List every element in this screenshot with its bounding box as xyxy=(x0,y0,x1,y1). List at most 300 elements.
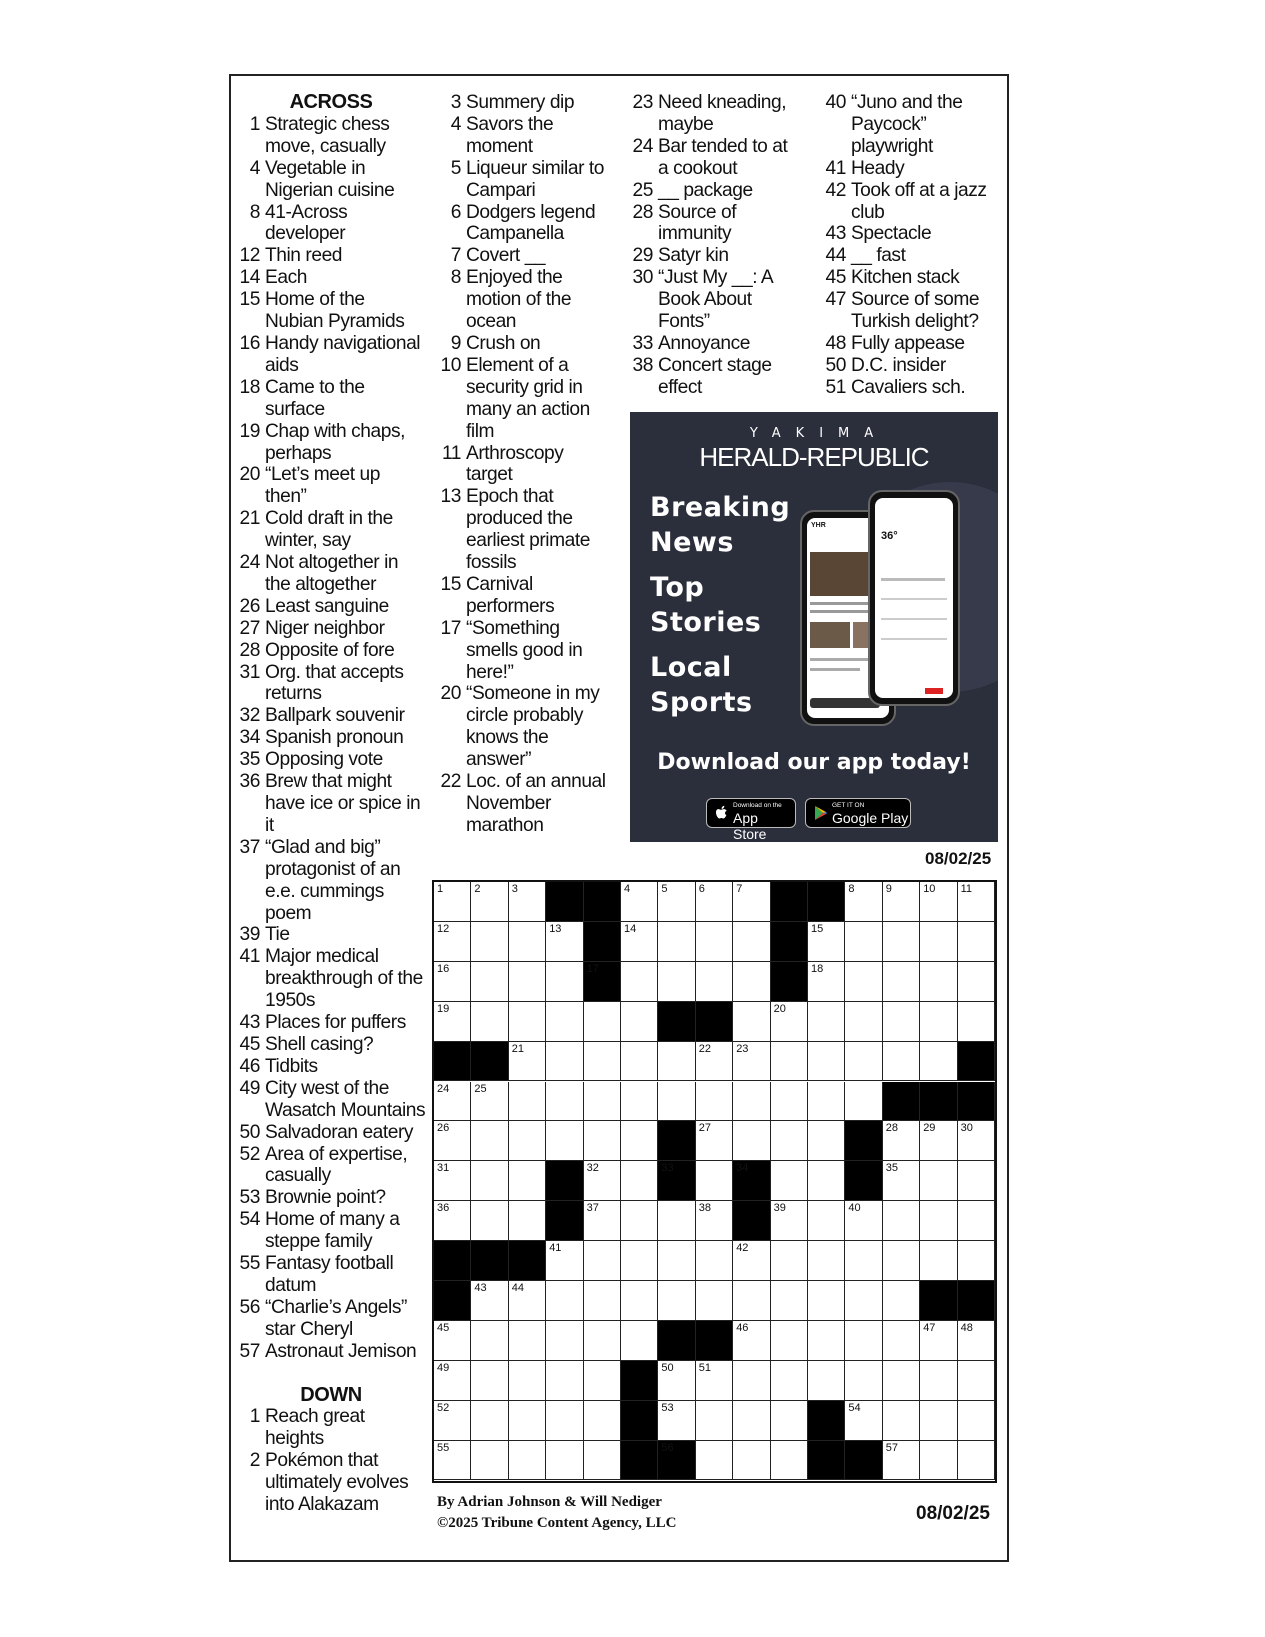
grid-cell[interactable] xyxy=(845,1082,882,1122)
clue-number: 3 xyxy=(450,92,461,113)
grid-cell[interactable] xyxy=(658,1201,695,1241)
cell-number: 39 xyxy=(773,1202,786,1215)
grid-cell[interactable] xyxy=(434,1361,471,1401)
grid-cell[interactable] xyxy=(696,962,733,1002)
grid-cell[interactable] xyxy=(509,1441,546,1481)
grid-cell[interactable] xyxy=(958,882,995,922)
clue-text: “Juno and the Paycock” playwright xyxy=(851,92,963,157)
grid-cell[interactable] xyxy=(958,1201,995,1241)
black-square xyxy=(920,1281,957,1321)
grid-cell[interactable] xyxy=(845,1201,882,1241)
copyright: ©2025 Tribune Content Agency, LLC xyxy=(437,1515,677,1531)
grid-cell[interactable] xyxy=(546,1241,583,1281)
grid-cell[interactable] xyxy=(808,1121,845,1161)
grid-cell[interactable] xyxy=(509,1002,546,1042)
clue-number: 45 xyxy=(239,1033,260,1055)
black-square xyxy=(658,1441,695,1481)
grid-cell[interactable] xyxy=(584,1241,621,1281)
clue-text: __ package xyxy=(658,179,753,201)
clue-number: 22 xyxy=(440,771,461,793)
black-square xyxy=(584,962,621,1002)
grid-cell[interactable] xyxy=(771,1002,808,1042)
grid-cell[interactable] xyxy=(434,1401,471,1441)
grid-cell[interactable] xyxy=(845,1401,882,1441)
grid-cell[interactable] xyxy=(621,1002,658,1042)
grid-cell[interactable] xyxy=(958,1241,995,1281)
clue-number: 8 xyxy=(450,267,461,289)
grid-cell[interactable] xyxy=(920,1241,957,1281)
grid-cell[interactable] xyxy=(733,962,770,1002)
clue-item xyxy=(430,486,610,574)
crossword-grid[interactable] xyxy=(432,880,997,1483)
grid-cell[interactable] xyxy=(958,962,995,1002)
grid-cell[interactable] xyxy=(621,1161,658,1201)
grid-cell[interactable] xyxy=(434,962,471,1002)
clue-number: 13 xyxy=(440,486,461,508)
clue-item xyxy=(236,333,426,377)
grid-cell[interactable] xyxy=(733,1042,770,1082)
grid-cell[interactable] xyxy=(696,1441,733,1481)
grid-cell[interactable] xyxy=(471,922,508,962)
grid-cell[interactable] xyxy=(883,1401,920,1441)
grid-cell[interactable] xyxy=(621,1121,658,1161)
clue-item xyxy=(236,749,426,771)
grid-cell[interactable] xyxy=(771,1441,808,1481)
grid-cell[interactable] xyxy=(621,1042,658,1082)
grid-cell[interactable] xyxy=(546,962,583,1002)
cell-number: 27 xyxy=(698,1122,712,1135)
grid-cell[interactable] xyxy=(434,1161,471,1201)
grid-cell[interactable] xyxy=(733,1121,770,1161)
grid-cell[interactable] xyxy=(733,1321,770,1361)
clue-text: “Just My __: A Book About Fonts” xyxy=(658,267,773,333)
grid-cell[interactable] xyxy=(920,1401,957,1441)
clue-text: Salvadoran eatery xyxy=(265,1121,414,1143)
grid-cell[interactable] xyxy=(733,1002,770,1042)
cell-number: 1 xyxy=(437,883,444,895)
grid-cell[interactable] xyxy=(696,1241,733,1281)
clue-number: 16 xyxy=(239,332,260,354)
across-clues-column xyxy=(236,92,426,1516)
clue-item xyxy=(236,1341,426,1363)
grid-cell[interactable] xyxy=(584,1281,621,1321)
clue-item xyxy=(815,223,995,245)
clue-item xyxy=(622,202,797,246)
clue-text: Tie xyxy=(265,924,290,946)
grid-cell[interactable] xyxy=(509,1121,546,1161)
grid-cell[interactable] xyxy=(883,1361,920,1401)
grid-cell[interactable] xyxy=(883,1441,920,1481)
grid-cell[interactable] xyxy=(845,1241,882,1281)
grid-cell[interactable] xyxy=(883,962,920,1002)
grid-cell[interactable] xyxy=(621,1082,658,1122)
grid-cell[interactable] xyxy=(471,962,508,1002)
clue-text: Thin reed xyxy=(265,245,343,267)
black-square xyxy=(658,1121,695,1161)
grid-cell[interactable] xyxy=(546,1082,583,1122)
grid-cell[interactable] xyxy=(808,1361,845,1401)
grid-cell[interactable] xyxy=(471,1361,508,1401)
grid-cell[interactable] xyxy=(658,1042,695,1082)
grid-cell[interactable] xyxy=(471,1002,508,1042)
grid-cell[interactable] xyxy=(771,1042,808,1082)
clue-item xyxy=(236,377,426,421)
grid-cell[interactable] xyxy=(658,962,695,1002)
clue-text: Astronaut Jemison xyxy=(265,1340,417,1362)
grid-cell[interactable] xyxy=(808,1161,845,1201)
grid-cell[interactable] xyxy=(883,922,920,962)
clue-item xyxy=(236,1253,426,1297)
google-play-text: Google Play xyxy=(832,810,909,826)
grid-cell[interactable] xyxy=(771,1401,808,1441)
grid-cell[interactable] xyxy=(509,1281,546,1321)
grid-cell[interactable] xyxy=(771,1361,808,1401)
grid-cell[interactable] xyxy=(920,1121,957,1161)
black-square xyxy=(845,1161,882,1201)
grid-cell[interactable] xyxy=(546,1002,583,1042)
grid-cell[interactable] xyxy=(584,1361,621,1401)
grid-cell[interactable] xyxy=(621,1321,658,1361)
grid-cell[interactable] xyxy=(920,882,957,922)
grid-cell[interactable] xyxy=(920,1161,957,1201)
black-square xyxy=(808,882,845,922)
grid-cell[interactable] xyxy=(808,1201,845,1241)
clue-number: 39 xyxy=(239,924,260,946)
grid-cell[interactable] xyxy=(845,1042,882,1082)
grid-cell[interactable] xyxy=(471,1401,508,1441)
grid-cell[interactable] xyxy=(808,962,845,1002)
clue-number: 30 xyxy=(632,267,653,289)
grid-cell[interactable] xyxy=(696,1281,733,1321)
grid-cell[interactable] xyxy=(434,1201,471,1241)
grid-cell[interactable] xyxy=(808,1281,845,1321)
grid-cell[interactable] xyxy=(546,1441,583,1481)
cell-number: 44 xyxy=(511,1282,525,1294)
clue-text: “Glad and big” protagonist of an e.e. cummings poem xyxy=(265,836,401,924)
black-square xyxy=(434,1042,471,1082)
grid-cell[interactable] xyxy=(733,1082,770,1122)
grid-cell[interactable] xyxy=(958,922,995,962)
grid-cell[interactable] xyxy=(471,1321,508,1361)
grid-cell[interactable] xyxy=(584,1042,621,1082)
grid-cell[interactable] xyxy=(546,1121,583,1161)
grid-cell[interactable] xyxy=(808,922,845,962)
clue-item xyxy=(622,180,797,202)
grid-cell[interactable] xyxy=(733,922,770,962)
grid-cell[interactable] xyxy=(771,1082,808,1122)
clue-text: Major medical breakthrough of the 1950s xyxy=(265,946,423,1012)
grid-cell[interactable] xyxy=(584,1401,621,1441)
grid-cell[interactable] xyxy=(920,1201,957,1241)
clue-number: 20 xyxy=(440,683,461,705)
ad-brand-city: YAKIMA xyxy=(749,426,889,441)
ad-menu-local-sports: Local Sports xyxy=(650,652,753,718)
grid-cell[interactable] xyxy=(883,1121,920,1161)
clue-number: 9 xyxy=(450,332,461,354)
cell-number: 30 xyxy=(960,1122,973,1135)
grid-cell[interactable] xyxy=(771,1321,808,1361)
grid-cell[interactable] xyxy=(845,1321,882,1361)
grid-cell[interactable] xyxy=(584,1201,621,1241)
grid-cell[interactable] xyxy=(471,1441,508,1481)
grid-cell[interactable] xyxy=(509,962,546,1002)
grid-cell[interactable] xyxy=(920,1361,957,1401)
grid-cell[interactable] xyxy=(546,1042,583,1082)
clue-item xyxy=(236,464,426,508)
grid-cell[interactable] xyxy=(621,1281,658,1321)
grid-cell[interactable] xyxy=(958,1121,995,1161)
grid-cell[interactable] xyxy=(733,1361,770,1401)
clue-item xyxy=(430,618,610,684)
clue-number: 29 xyxy=(632,245,653,267)
grid-cell[interactable] xyxy=(808,1002,845,1042)
clue-text: Org. that accepts returns xyxy=(265,661,404,705)
clue-text: Not altogether in the altogether xyxy=(265,552,399,595)
grid-cell[interactable] xyxy=(509,1042,546,1082)
clue-number: 54 xyxy=(239,1209,260,1231)
clue-item xyxy=(430,158,610,202)
grid-cell[interactable] xyxy=(696,1121,733,1161)
grid-cell[interactable] xyxy=(958,1401,995,1441)
grid-cell[interactable] xyxy=(621,1201,658,1241)
grid-cell[interactable] xyxy=(696,1082,733,1122)
app-advertisement[interactable] xyxy=(630,412,998,842)
black-square xyxy=(696,1002,733,1042)
clue-item xyxy=(430,245,610,267)
grid-cell[interactable] xyxy=(920,962,957,1002)
grid-cell[interactable] xyxy=(958,1321,995,1361)
black-square xyxy=(434,1241,471,1281)
grid-cell[interactable] xyxy=(808,1241,845,1281)
grid-cell[interactable] xyxy=(696,1401,733,1441)
cell-number: 55 xyxy=(437,1441,450,1454)
grid-cell[interactable] xyxy=(546,1401,583,1441)
clue-number: 5 xyxy=(450,157,461,179)
cell-number: 37 xyxy=(586,1202,599,1215)
grid-cell[interactable] xyxy=(658,1361,695,1401)
grid-cell[interactable] xyxy=(696,1161,733,1201)
grid-cell[interactable] xyxy=(658,1241,695,1281)
clue-number: 50 xyxy=(825,354,846,376)
grid-cell[interactable] xyxy=(509,1082,546,1122)
grid-cell[interactable] xyxy=(509,1161,546,1201)
grid-cell[interactable] xyxy=(845,882,882,922)
grid-cell[interactable] xyxy=(808,1082,845,1122)
grid-cell[interactable] xyxy=(434,1082,471,1122)
grid-cell[interactable] xyxy=(771,1281,808,1321)
grid-cell[interactable] xyxy=(584,1121,621,1161)
across-heading: ACROSS xyxy=(289,91,373,113)
grid-cell[interactable] xyxy=(733,1401,770,1441)
grid-cell[interactable] xyxy=(845,962,882,1002)
grid-cell[interactable] xyxy=(658,1082,695,1122)
grid-cell[interactable] xyxy=(733,882,770,922)
clue-number: 24 xyxy=(239,552,260,574)
cell-number: 20 xyxy=(773,1002,786,1015)
app-store-small-text: Download on the xyxy=(733,802,782,809)
grid-cell[interactable] xyxy=(920,922,957,962)
black-square xyxy=(771,962,808,1002)
grid-cell[interactable] xyxy=(733,1441,770,1481)
down-clues-column-4 xyxy=(815,92,995,399)
grid-cell[interactable] xyxy=(509,1401,546,1441)
cell-number: 38 xyxy=(698,1202,712,1215)
grid-cell[interactable] xyxy=(434,1441,471,1481)
grid-cell[interactable] xyxy=(621,1241,658,1281)
clue-item xyxy=(622,92,797,136)
clue-text: Covert __ xyxy=(466,245,546,267)
grid-cell[interactable] xyxy=(696,1361,733,1401)
clue-number: 45 xyxy=(825,267,846,289)
grid-cell[interactable] xyxy=(434,1321,471,1361)
grid-cell[interactable] xyxy=(733,1241,770,1281)
grid-cell[interactable] xyxy=(434,922,471,962)
grid-cell[interactable] xyxy=(958,1161,995,1201)
cell-number: 36 xyxy=(437,1202,450,1215)
grid-cell[interactable] xyxy=(584,1002,621,1042)
grid-cell[interactable] xyxy=(509,1361,546,1401)
grid-cell[interactable] xyxy=(883,1201,920,1241)
grid-cell[interactable] xyxy=(584,1441,621,1481)
cell-number: 31 xyxy=(437,1162,450,1175)
clue-number: 28 xyxy=(239,639,260,661)
app-store-button[interactable] xyxy=(706,798,796,842)
grid-cell[interactable] xyxy=(658,882,695,922)
grid-cell[interactable] xyxy=(546,922,583,962)
grid-cell[interactable] xyxy=(471,1121,508,1161)
clue-text: Loc. of an annual November marathon xyxy=(466,771,606,836)
grid-cell[interactable] xyxy=(621,962,658,1002)
clue-number: 26 xyxy=(239,595,260,617)
google-play-small-text: GET IT ON xyxy=(832,802,865,809)
grid-cell[interactable] xyxy=(584,1082,621,1122)
grid-cell[interactable] xyxy=(733,1281,770,1321)
grid-cell[interactable] xyxy=(958,1361,995,1401)
grid-cell[interactable] xyxy=(771,1161,808,1201)
grid-cell[interactable] xyxy=(920,1002,957,1042)
grid-cell[interactable] xyxy=(958,1441,995,1481)
grid-cell[interactable] xyxy=(920,1321,957,1361)
grid-cell[interactable] xyxy=(471,1281,508,1321)
clue-text: Tidbits xyxy=(265,1055,318,1077)
clue-text: Each xyxy=(265,267,307,289)
clue-text: D.C. insider xyxy=(851,354,946,376)
black-square xyxy=(546,1201,583,1241)
cell-number: 34 xyxy=(736,1162,749,1175)
grid-cell[interactable] xyxy=(883,1281,920,1321)
grid-cell[interactable] xyxy=(845,1361,882,1401)
grid-cell[interactable] xyxy=(883,1002,920,1042)
grid-cell[interactable] xyxy=(471,882,508,922)
grid-cell[interactable] xyxy=(808,1321,845,1361)
grid-cell[interactable] xyxy=(883,1321,920,1361)
clue-text: Brew that might have ice or spice in it xyxy=(265,771,421,836)
clue-item xyxy=(815,180,995,224)
black-square xyxy=(658,1002,695,1042)
clue-item xyxy=(236,1297,426,1341)
grid-cell[interactable] xyxy=(883,1042,920,1082)
grid-cell[interactable] xyxy=(434,1002,471,1042)
grid-cell[interactable] xyxy=(471,1082,508,1122)
grid-cell[interactable] xyxy=(509,882,546,922)
grid-cell[interactable] xyxy=(883,1161,920,1201)
grid-cell[interactable] xyxy=(621,882,658,922)
grid-cell[interactable] xyxy=(771,1121,808,1161)
cell-number: 26 xyxy=(437,1122,450,1135)
cell-number: 56 xyxy=(661,1441,674,1454)
grid-cell[interactable] xyxy=(771,1201,808,1241)
grid-cell[interactable] xyxy=(658,1281,695,1321)
grid-cell[interactable] xyxy=(883,1241,920,1281)
grid-cell[interactable] xyxy=(771,1241,808,1281)
grid-cell[interactable] xyxy=(696,1042,733,1082)
clue-number: 8 xyxy=(249,201,260,223)
clue-item xyxy=(430,202,610,246)
clue-item xyxy=(236,1209,426,1253)
grid-cell[interactable] xyxy=(883,882,920,922)
app-store-text: App Store xyxy=(733,810,767,842)
grid-cell[interactable] xyxy=(509,1201,546,1241)
clue-text: Bar tended to at a cookout xyxy=(658,135,788,179)
grid-cell[interactable] xyxy=(658,1401,695,1441)
phone-logo: YHR xyxy=(811,522,826,529)
cell-number: 48 xyxy=(960,1321,973,1334)
grid-cell[interactable] xyxy=(584,1321,621,1361)
grid-cell[interactable] xyxy=(471,1161,508,1201)
grid-cell[interactable] xyxy=(434,1121,471,1161)
cell-number: 28 xyxy=(885,1122,899,1135)
grid-cell[interactable] xyxy=(546,1281,583,1321)
cell-number: 2 xyxy=(474,883,481,895)
black-square xyxy=(658,1161,695,1201)
google-play-button[interactable] xyxy=(805,798,911,828)
cell-number: 45 xyxy=(437,1321,450,1334)
cell-number: 22 xyxy=(698,1042,712,1055)
grid-cell[interactable] xyxy=(920,1042,957,1082)
grid-cell[interactable] xyxy=(696,882,733,922)
clue-number: 57 xyxy=(239,1340,260,1362)
grid-cell[interactable] xyxy=(584,1161,621,1201)
clue-number: 56 xyxy=(239,1296,260,1318)
grid-cell[interactable] xyxy=(696,922,733,962)
grid-cell[interactable] xyxy=(958,1002,995,1042)
grid-cell[interactable] xyxy=(845,1002,882,1042)
clue-item xyxy=(236,1034,426,1056)
phone-image-back xyxy=(868,490,960,706)
clue-item xyxy=(622,355,797,399)
clue-text: “Something smells good in here!” xyxy=(466,617,583,683)
grid-cell[interactable] xyxy=(845,922,882,962)
clue-number: 48 xyxy=(825,332,846,354)
clue-text: Crush on xyxy=(466,332,541,354)
grid-cell[interactable] xyxy=(658,922,695,962)
grid-cell[interactable] xyxy=(546,1361,583,1401)
grid-cell[interactable] xyxy=(546,1321,583,1361)
clue-item xyxy=(622,267,797,333)
grid-cell[interactable] xyxy=(696,1201,733,1241)
clue-number: 51 xyxy=(825,376,846,398)
clue-text: Liqueur similar to Campari xyxy=(466,157,604,201)
grid-cell[interactable] xyxy=(434,882,471,922)
grid-cell[interactable] xyxy=(509,1321,546,1361)
grid-cell[interactable] xyxy=(471,1201,508,1241)
clue-item xyxy=(236,1122,426,1144)
grid-cell[interactable] xyxy=(920,1441,957,1481)
grid-cell[interactable] xyxy=(621,922,658,962)
grid-cell[interactable] xyxy=(808,1042,845,1082)
grid-cell[interactable] xyxy=(845,1281,882,1321)
grid-cell[interactable] xyxy=(509,922,546,962)
